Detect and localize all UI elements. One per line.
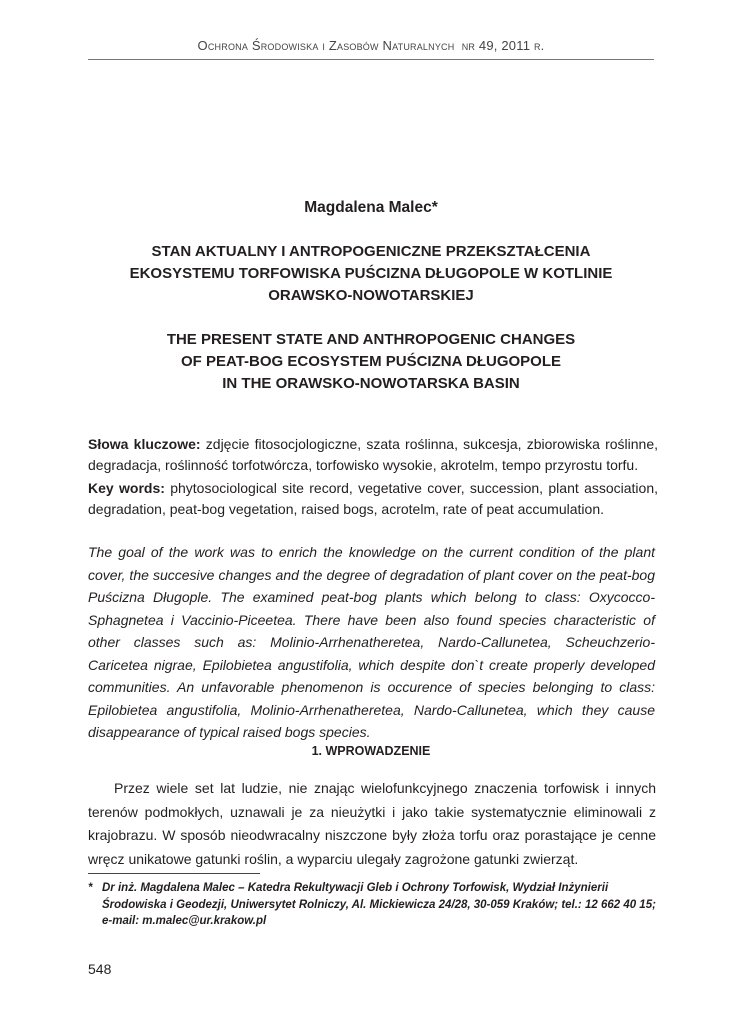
journal-issue: nr 49, 2011 r. — [461, 38, 545, 53]
title-en-line: IN THE ORAWSKO-NOWOTARSKA BASIN — [222, 375, 520, 392]
title-pl-line: ORAWSKO-NOWOTARSKIEJ — [268, 287, 474, 304]
section-heading: 1. WPROWADZENIE — [311, 744, 431, 758]
header-rule — [88, 59, 654, 60]
intro-paragraph: Przez wiele set lat ludzie, nie znając wielofunkcyjnego znaczenia torfowisk i innych terenów podmokłych, uznawali je za nieużytki i jako takie systematycznie eliminowali z krajobrazu. W sposób nieodwracalny niszczone były złoża torfu oraz porastające je cenne wręcz unikatowe gatunki roślin, a wyparciu ulegały zagrożone gatunki zwierząt. — [88, 780, 656, 867]
title-english — [88, 329, 654, 395]
footnote — [88, 880, 658, 930]
title-polish — [88, 241, 654, 307]
keywords-en-text: phytosociological site record, vegetative cover, succession, plant association, degradation, peat-bog vegetation, raised bogs, acrotelm, rate of peat accumulation. — [88, 480, 658, 517]
footnote-marker: * — [88, 882, 93, 894]
title-pl-line: STAN AKTUALNY I ANTROPOGENICZNE PRZEKSZTAŁCENIA — [151, 243, 591, 260]
keywords-english — [88, 478, 658, 520]
keywords-pl-label: Słowa kluczowe: — [88, 436, 201, 452]
keywords-pl-text: zdjęcie fitosocjologiczne, szata roślinna, sukcesja, zbiorowiska roślinne, degradacja, roślinność torfotwórcza, torfowisko wysokie, akrotelm, tempo przyrostu torfu. — [88, 436, 659, 473]
footnote-rule — [88, 873, 260, 874]
keywords-polish — [88, 434, 658, 476]
footnote-text: Dr inż. Magdalena Malec – Katedra Rekultywacji Gleb i Ochrony Torfowisk, Wydział Inżynierii Środowiska i Geodezji, Uniwersytet Rolniczy, Al. Mickiewicza 24/28, 30-059 Kraków; tel.: 12 662 40 15; e-mail: m.malec@ur.krakow.pl — [102, 882, 656, 927]
running-header — [88, 38, 654, 53]
page-number: 548 — [88, 961, 112, 977]
author-name: Magdalena Malec* — [304, 199, 438, 216]
title-pl-line: EKOSYSTEMU TORFOWISKA PUŚCIZNA DŁUGOPOLE W KOTLINIE — [129, 265, 613, 282]
title-en-line: OF PEAT-BOG ECOSYSTEM PUŚCIZNA DŁUGOPOLE — [180, 353, 562, 370]
abstract: The goal of the work was to enrich the knowledge on the current condition of the plant cover, the succesive changes and the degree of degradation of plant cover on the peat-bog Puścizna Długople. The examined peat-bog plants which belong to class: Oxycocco-Sphagnetea i Vaccinio-Piceetea. There have been also found species characteristic of other classes such as: Molinio-Arrhenatheretea, Nardo-Callunetea, Scheuchzerio-Caricetea nigrae, Epilobietea angustifolia, which despite don`t create properly developed communities. An unfavorable phenomenon is occurence of species belonging to class: Epilobietea angustifolia, Molinio-Arrhenatheretea, Nardo-Callunetea, which they cause disappearance of typical raised bogs species. — [88, 544, 655, 740]
keywords-en-label: Key words: — [88, 480, 165, 496]
journal-name: Ochrona Środowiska i Zasobów Naturalnych — [197, 38, 455, 53]
title-en-line: THE PRESENT STATE AND ANTHROPOGENIC CHANGES — [166, 331, 576, 348]
